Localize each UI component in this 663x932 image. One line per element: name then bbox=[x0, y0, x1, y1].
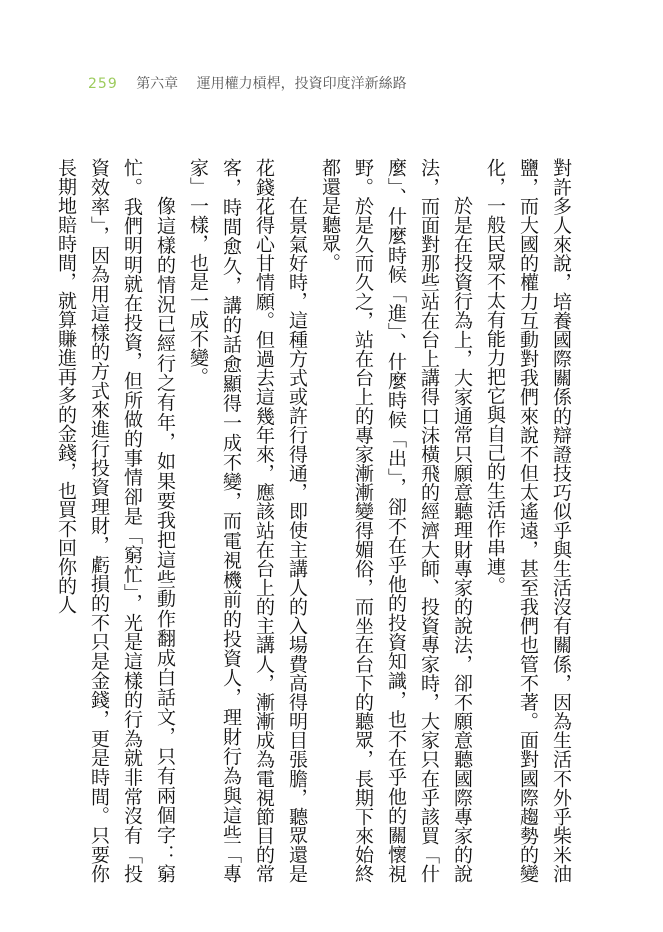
chapter-label: 第六章 bbox=[136, 76, 179, 92]
running-header bbox=[88, 73, 407, 95]
page-number: 259 bbox=[88, 76, 118, 92]
chapter-title: 運用權力槓桿，投資印度洋新絲路 bbox=[196, 76, 407, 92]
paragraph: 對許多人來說，培養國際關係的辯證技巧似乎與生活沒有關係，因為生活不外乎柴米油鹽，而大國的權力互動對我們來說不但太遙遠，甚至我們也管不著。面對國際趨勢的變化，一般民眾不太有能力把它與自己的生活作串連。 bbox=[484, 158, 572, 883]
paragraph: 像這樣的情況已經行之有年，如果要我把這些動作翻成白話文，只有兩個字：窮忙。我們明明就在投資，但所做的事情卻是「窮忙」，光是這樣的行為就非常沒有「投資效率」，因為用這樣的方式來進行投資理財，虧損的不只是金錢，更是時間。只要你長期地賠時間，就算賺進再多的金錢，也買不回你的人 bbox=[55, 158, 176, 883]
paragraph: 在景氣好時，這種方式或許行得通，即使主講人的入場費高得明目張膽，聽眾還是花錢花得心甘情願。但過去這幾年來，應該站在台上的主講人，漸漸成為電視節目的常客，時間愈久，講的話愈顯得一成不變，而電視機前的投資人，理財行為與這些「專家」一樣，也是一成不變。 bbox=[187, 158, 308, 883]
paragraph: 於是在投資行為上，大家通常只願意聽理財專家的說法，卻不願意聽國際專家的說法，而面對那些站在台上講得口沫橫飛的經濟大師、投資專家時，大家只在乎該買「什麼」、什麼時候「進」、什麼時候「出」，卻不在乎他的投資知識，也不在乎他的關懷視野。於是久而久之，站在台上的專家漸漸變得媚俗，而坐在台下的聽眾，長期下來始終都還是聽眾。 bbox=[319, 158, 473, 883]
body-text bbox=[55, 158, 577, 883]
